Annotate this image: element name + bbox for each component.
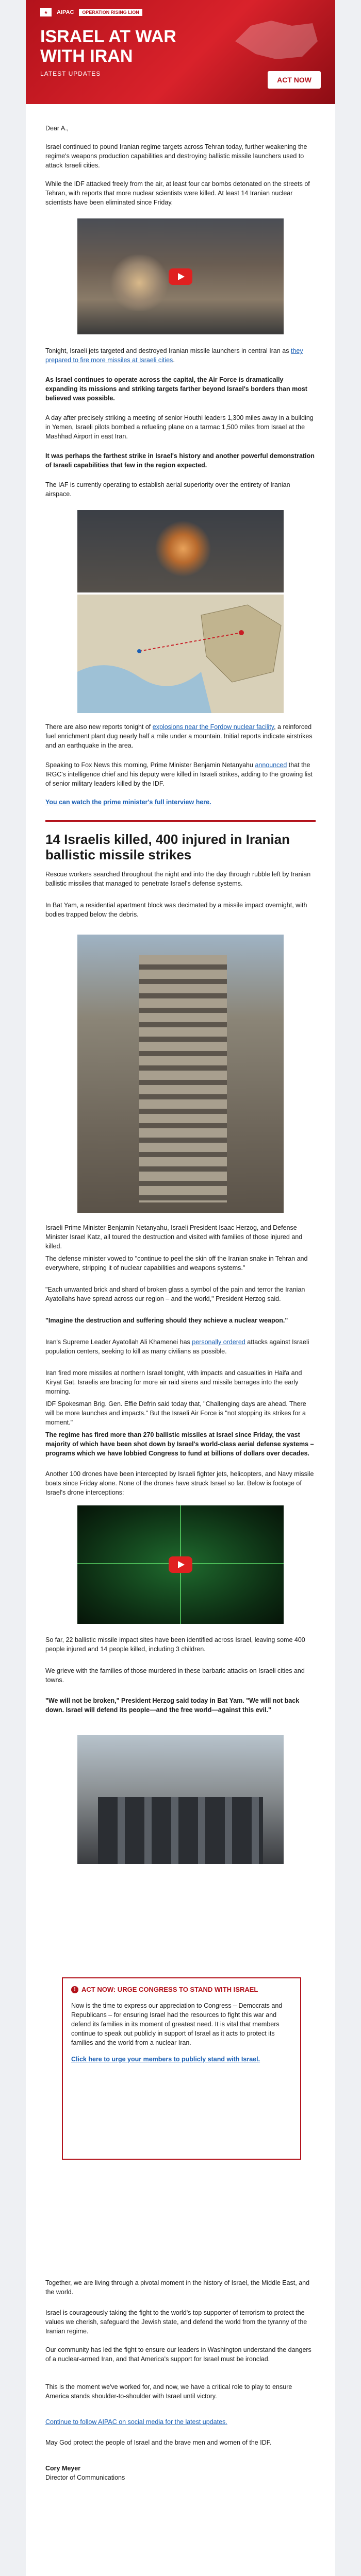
paragraph-drones: Another 100 drones have been intercepted by Israeli fighter jets, helicopters, and Navy missile boats since Friday alone. None of the drones have struck Israel so far. Below is footage of Israel's drone interceptions: [45, 1470, 314, 1496]
image-airport-strike [77, 510, 284, 592]
video-thumbnail-strikes[interactable] [77, 218, 284, 334]
text-span: Iran's Supreme Leader Ayatollah Ali Khamenei has [45, 1338, 192, 1346]
paragraph-fordow [45, 722, 316, 750]
link-urge-members[interactable]: Click here to urge your members to publicly stand with Israel. [71, 2056, 260, 2063]
action-body: Now is the time to express our appreciation to Congress – Democrats and Republicans – for ensuring Israel had the resources to fight this war and defend its families in its moment of greatest need. It is vital that members continue to speak out publicly in support of Israel as it acts to protect its families and the world from a nuclear Iran. [71, 2002, 283, 2046]
header-banner[interactable] [26, 0, 335, 104]
action-heading: ACT NOW: URGE CONGRESS TO STAND WITH ISRAEL [81, 1986, 258, 1993]
building-graphic [139, 955, 227, 1202]
play-icon[interactable] [169, 268, 192, 285]
action-box [62, 1977, 301, 2160]
header-title: ISRAEL AT WAR WITH IRAN [40, 27, 176, 66]
action-heading-row [71, 1986, 258, 1993]
link-personally-ordered[interactable]: personally ordered [192, 1338, 245, 1346]
explosion-graphic [155, 520, 211, 577]
paragraph-grieve: We grieve with the families of those murdered in these barbaric attacks on Israeli cities and towns. [45, 1667, 305, 1684]
paragraph-not-broken: "We will not be broken," President Herzog said today in Bat Yam. "We will not back down. Israel will defend its people—and the free world—against this evil." [45, 1697, 300, 1714]
text-span: Tonight, Israeli jets targeted and destroyed Iranian missile launchers in central Iran as [45, 347, 291, 354]
header-subtitle: LATEST UPDATES [40, 70, 101, 77]
smoke-graphic [108, 255, 170, 311]
image-destroyed-building [77, 935, 284, 1213]
paragraph-imagine: "Imagine the destruction and suffering should they achieve a nuclear weapon." [45, 1317, 288, 1324]
alert-icon: ! [71, 1986, 78, 1993]
link-full-interview[interactable]: You can watch the prime minister's full interview here. [45, 799, 211, 806]
section-divider [45, 820, 316, 822]
signature-name: Cory Meyer [45, 2465, 81, 2472]
video-thumbnail-drones[interactable] [77, 1505, 284, 1624]
paragraph-iaf: The IAF is currently operating to establish aerial superiority over the entirety of Iranian airspace. [45, 481, 290, 498]
signature-title: Director of Communications [45, 2474, 125, 2481]
paragraph-blessing: May God protect the people of Israel and the brave men and women of the IDF. [45, 2439, 272, 2446]
paragraph-netanyahu [45, 760, 316, 788]
text-span: that the IRGC's intelligence chief and his deputy were killed in Israeli strikes, adding to the growing list of senior military leaders killed by the IDF. [45, 761, 313, 787]
paragraph-courageous: Israel is courageously taking the fight to the world's top supporter of terrorism to protect the values we cherish, safeguard the Jewish state, and defend the world from the tyranny of the Iranian regime. [45, 2309, 307, 2335]
text-span: There are also new reports tonight of [45, 723, 153, 731]
paragraph-impact-sites: So far, 22 ballistic missile impact sites have been identified across Israel, leaving some 400 people injured and 14 people killed, including 3 children. [45, 1636, 305, 1653]
paragraph-community: Our community has led the fight to ensure our leaders in Washington understand the dangers of a nuclear-armed Iran, and that America's support for Israel must be ironclad. [45, 2346, 311, 2363]
text-span: Speaking to Fox News this morning, Prime Minister Benjamin Netanyahu [45, 761, 255, 769]
email-body [26, 104, 335, 2576]
paragraph-bat-yam: In Bat Yam, a residential apartment block was decimated by a missile impact overnight, with bodies trapped below the debris. [45, 902, 307, 918]
brand-name: AIPAC [57, 9, 74, 15]
paragraph-idf-spokesman: IDF Spokesman Brig. Gen. Effie Defrin said today that, "Challenging days are ahead. There will be more launches and impacts." But the Israeli Air Force is "not stopping its strikes for a moment." [45, 1400, 306, 1426]
paragraph-leaders-toured: Israeli Prime Minister Benjamin Netanyahu, Israeli President Isaac Herzog, and Defense Minister Israel Katz, all toured the destruction and visited with families of those injured and killed. [45, 1224, 303, 1250]
aipac-logo-icon: ★ [40, 8, 52, 16]
paragraph-interview [45, 798, 316, 807]
paragraph-khamenei [45, 1337, 316, 1356]
paragraph-houthi: A day after precisely striking a meeting of senior Houthi leaders 1,300 miles away in a building in Yemen, Israeli pilots bombed a refueling plane on a tarmac 1,500 miles from Israel at the Mashhad Airport in east Iran. [45, 414, 314, 440]
paragraph-moment: This is the moment we've worked for, and now, we have a critical role to play to ensure America stands shoulder-to-shoulder with Israel until victory. [45, 2383, 292, 2400]
map-svg [77, 595, 284, 713]
link-fire-missiles[interactable]: they prepared to fire more missiles at Israeli cities [45, 347, 303, 364]
paragraph-follow-link [45, 2417, 316, 2427]
text-span: , a reinforced fuel enrichment plant dug nearly half a mile under a mountain. Initial reports indicate airstrikes and an earthquake in the area. [45, 723, 313, 749]
paragraph-launchers [45, 346, 316, 365]
link-social-media[interactable]: Continue to follow AIPAC on social media for the latest updates. [45, 2418, 227, 2426]
header-brand-row [40, 8, 142, 16]
text-span: . [173, 357, 175, 364]
paragraph-haifa: Iran fired more missiles at northern Israel tonight, with impacts and casualties in Haifa and Kiryat Gat. Israelis are bracing for more air raid sirens and missile barrages into the early morning. [45, 1369, 302, 1395]
image-herzog-visit [77, 1735, 284, 1864]
intro-paragraph-2: While the IDF attacked freely from the air, at least four car bombs detonated on the streets of Tehran, with reports that more nuclear scientists were killed. At least 14 Iranian nuclear scientists have been eliminated since Friday. [45, 180, 310, 206]
text-span: attacks against Israeli population centers, seeking to kill as many civilians as possible. [45, 1338, 309, 1355]
link-announced[interactable]: announced [255, 761, 287, 769]
map-image-iran [77, 595, 284, 713]
paragraph-pivotal: Together, we are living through a pivotal moment in the history of Israel, the Middle East, and the world. [45, 2279, 310, 2296]
section-heading-casualties: 14 Israelis killed, 400 injured in Iranian ballistic missile strikes [45, 832, 290, 862]
intro-paragraph-1: Israel continued to pound Iranian regime targets across Tehran today, further weakening the regime's weapons production capabilities and destroying ballistic missile launchers used to attack Israeli cities. [45, 143, 307, 169]
paragraph-rescue: Rescue workers searched throughout the night and into the day through rubble left by Iranian ballistic missiles that managed to penetrate Israel's defense systems. [45, 871, 311, 887]
paragraph-expanding: As Israel continues to operate across the capital, the Air Force is dramatically expanding its missions and striking targets farther beyond Israel's borders than most believed was possible. [45, 376, 307, 402]
crowd-graphic [98, 1797, 263, 1864]
link-fordow[interactable]: explosions near the Fordow nuclear facility [152, 723, 274, 731]
paragraph-defense-minister: The defense minister vowed to "continue to peel the skin off the Iranian snake in Tehran and everywhere, stripping it of nuclear capabilities and weapons systems." [45, 1255, 308, 1272]
action-link-row [71, 2056, 288, 2063]
play-icon[interactable] [169, 1556, 192, 1573]
greeting: Dear A., [45, 125, 69, 132]
paragraph-farthest-strike: It was perhaps the farthest strike in Israel's history and another powerful demonstration of Israeli capabilities that few in the region expected. [45, 452, 315, 469]
map-graphic-icon [230, 10, 323, 67]
act-now-button[interactable]: ACT NOW [268, 71, 321, 89]
paragraph-270-missiles: The regime has fired more than 270 ballistic missiles at Israel since Friday, the vast majority of which have been shot down by Israel's world-class aerial defense systems – programs which we have lobbied Congress to fund at billions of dollars over decades. [45, 1431, 314, 1457]
operation-badge: OPERATION RISING LION [79, 9, 142, 16]
paragraph-herzog-quote: "Each unwanted brick and shard of broken glass a symbol of the pain and terror the Iranian Ayatollahs have spread across our region – and the world," President Herzog said. [45, 1286, 305, 1302]
